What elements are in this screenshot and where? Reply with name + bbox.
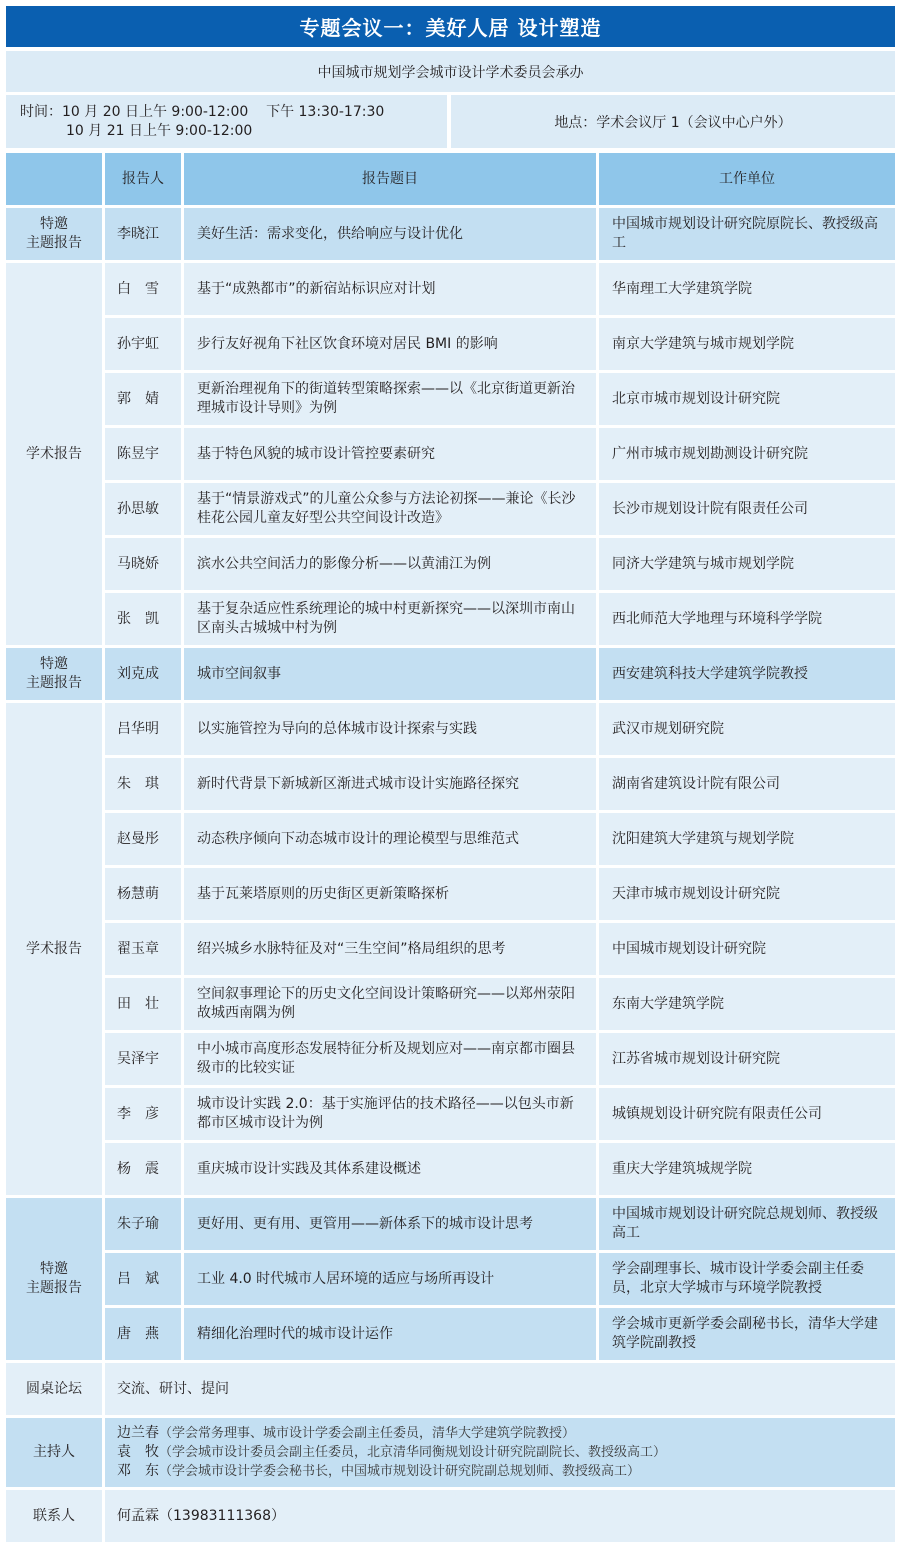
speaker-cell: 杨 震: [105, 1143, 181, 1195]
speaker-cell: 杨慧萌: [105, 868, 181, 920]
category-label: 主题报告: [26, 235, 82, 251]
speaker-cell: 张 凯: [105, 593, 181, 645]
table-row: [6, 1088, 895, 1140]
speaker-cell: 朱子瑜: [105, 1198, 181, 1250]
header-topic: 报告题目: [184, 153, 596, 205]
affiliation-cell: 华南理工大学建筑学院: [599, 263, 895, 315]
affiliation-cell: 天津市城市规划设计研究院: [599, 868, 895, 920]
speaker-cell: 郭 婧: [105, 373, 181, 425]
category-cell: [6, 703, 102, 1195]
topic-cell: 美好生活：需求变化，供给响应与设计优化: [184, 208, 596, 260]
category-cell: [6, 1198, 102, 1360]
topic-cell: 空间叙事理论下的历史文化空间设计策略研究——以郑州荥阳故城西南隅为例: [184, 978, 596, 1030]
speaker-cell: 孙思敏: [105, 483, 181, 535]
speaker-cell: 李晓江: [105, 208, 181, 260]
topic-cell: 基于复杂适应性系统理论的城中村更新探究——以深圳市南山区南头古城城中村为例: [184, 593, 596, 645]
affiliation-cell: 重庆大学建筑城规学院: [599, 1143, 895, 1195]
host-line: [117, 1462, 895, 1481]
table-row: [6, 483, 895, 535]
table-row: [6, 978, 895, 1030]
affiliation-cell: 学会城市更新学委会副秘书长，清华大学建筑学院副教授: [599, 1308, 895, 1360]
topic-cell: 步行友好视角下社区饮食环境对居民 BMI 的影响: [184, 318, 596, 370]
table-row: [6, 758, 895, 810]
speaker-cell: 朱 琪: [105, 758, 181, 810]
table-row: [6, 373, 895, 425]
affiliation-cell: 北京市城市规划设计研究院: [599, 373, 895, 425]
host-line: [117, 1424, 895, 1443]
table-header: [6, 153, 895, 205]
affiliation-cell: 广州市城市规划勘测设计研究院: [599, 428, 895, 480]
affiliation-cell: 中国城市规划设计研究院: [599, 923, 895, 975]
table-row: [6, 1253, 895, 1305]
session-title: 专题会议一：美好人居 设计塑造: [6, 6, 895, 47]
roundtable-content: 交流、研讨、提问: [105, 1363, 895, 1415]
session-time: [6, 95, 447, 148]
category-label: 特邀: [40, 1261, 68, 1277]
table-row: [6, 593, 895, 645]
time-line-1: 时间：10 月 20 日上午 9:00-12:00 下午 13:30-17:30: [20, 104, 385, 120]
category-cell: [6, 648, 102, 700]
host-name: 邓 东: [117, 1463, 159, 1479]
topic-cell: 绍兴城乡水脉特征及对“三生空间”格局组织的思考: [184, 923, 596, 975]
speaker-cell: 刘克成: [105, 648, 181, 700]
topic-cell: 以实施管控为导向的总体城市设计探索与实践: [184, 703, 596, 755]
affiliation-cell: 沈阳建筑大学建筑与规划学院: [599, 813, 895, 865]
host-note: （学会城市设计学委会秘书长，中国城市规划设计研究院副总规划师、教授级高工）: [159, 1464, 641, 1479]
table-row: [6, 868, 895, 920]
affiliation-cell: 中国城市规划设计研究院总规划师、教授级高工: [599, 1198, 895, 1250]
header-category: [6, 153, 102, 205]
affiliation-cell: 南京大学建筑与城市规划学院: [599, 318, 895, 370]
table-row: [6, 1308, 895, 1360]
roundtable-row: [6, 1363, 895, 1415]
topic-cell: 重庆城市设计实践及其体系建设概述: [184, 1143, 596, 1195]
host-note: （学会城市设计委员会副主任委员，北京清华同衡规划设计研究院副院长、教授级高工）: [159, 1445, 667, 1460]
topic-cell: 更好用、更有用、更管用——新体系下的城市设计思考: [184, 1198, 596, 1250]
speaker-cell: 吕华明: [105, 703, 181, 755]
topic-cell: 基于“情景游戏式”的儿童公众参与方法论初探——兼论《长沙桂花公园儿童友好型公共空间设计改造》: [184, 483, 596, 535]
topic-cell: 精细化治理时代的城市设计运作: [184, 1308, 596, 1360]
topic-cell: 城市空间叙事: [184, 648, 596, 700]
host-line: [117, 1443, 895, 1462]
affiliation-cell: 东南大学建筑学院: [599, 978, 895, 1030]
topic-cell: 更新治理视角下的街道转型策略探索——以《北京街道更新治理城市设计导则》为例: [184, 373, 596, 425]
host-name: 袁 牧: [117, 1444, 159, 1460]
category-label: 主题报告: [26, 675, 82, 691]
category-label: 学术报告: [26, 445, 82, 462]
speaker-cell: 陈昱宇: [105, 428, 181, 480]
table-row: [6, 648, 895, 700]
topic-cell: 基于“成熟都市”的新宿站标识应对计划: [184, 263, 596, 315]
affiliation-cell: 城镇规划设计研究院有限责任公司: [599, 1088, 895, 1140]
affiliation-cell: 长沙市规划设计院有限责任公司: [599, 483, 895, 535]
speaker-cell: 孙宇虹: [105, 318, 181, 370]
category-cell: [6, 263, 102, 645]
topic-cell: 基于特色风貌的城市设计管控要素研究: [184, 428, 596, 480]
speaker-cell: 唐 燕: [105, 1308, 181, 1360]
topic-cell: 城市设计实践 2.0：基于实施评估的技术路径——以包头市新都市区城市设计为例: [184, 1088, 596, 1140]
table-row: [6, 1198, 895, 1250]
table-row: [6, 1143, 895, 1195]
hosts-content: [105, 1418, 895, 1487]
table-row: [6, 208, 895, 260]
speaker-cell: 白 雪: [105, 263, 181, 315]
affiliation-cell: 同济大学建筑与城市规划学院: [599, 538, 895, 590]
contact-row: [6, 1490, 895, 1542]
topic-cell: 中小城市高度形态发展特征分析及规划应对——南京都市圈县级市的比较实证: [184, 1033, 596, 1085]
hosts-label: 主持人: [6, 1418, 102, 1487]
header-speaker: 报告人: [105, 153, 181, 205]
host-note: （学会常务理事、城市设计学委会副主任委员，清华大学建筑学院教授）: [159, 1426, 576, 1441]
category-label: 特邀: [40, 656, 68, 672]
host-name: 边兰春: [117, 1425, 159, 1441]
category-label: 学术报告: [26, 940, 82, 957]
speaker-cell: 赵曼彤: [105, 813, 181, 865]
table-row: [6, 923, 895, 975]
session-location: 地点：学术会议厅 1（会议中心户外）: [451, 95, 895, 148]
table-row: [6, 428, 895, 480]
category-label: 主题报告: [26, 1280, 82, 1296]
affiliation-cell: 中国城市规划设计研究院原院长、教授级高工: [599, 208, 895, 260]
schedule-table: [3, 150, 898, 1545]
organizer: 中国城市规划学会城市设计学术委员会承办: [6, 51, 895, 92]
topic-cell: 滨水公共空间活力的影像分析——以黄浦江为例: [184, 538, 596, 590]
affiliation-cell: 武汉市规划研究院: [599, 703, 895, 755]
topic-cell: 工业 4.0 时代城市人居环境的适应与场所再设计: [184, 1253, 596, 1305]
affiliation-cell: 西安建筑科技大学建筑学院教授: [599, 648, 895, 700]
roundtable-label: 圆桌论坛: [6, 1363, 102, 1415]
contact-content: 何孟霖（13983111368）: [105, 1490, 895, 1542]
speaker-cell: 吕 斌: [105, 1253, 181, 1305]
topic-cell: 新时代背景下新城新区渐进式城市设计实施路径探究: [184, 758, 596, 810]
contact-label: 联系人: [6, 1490, 102, 1542]
table-row: [6, 703, 895, 755]
table-row: [6, 1033, 895, 1085]
category-cell: [6, 208, 102, 260]
affiliation-cell: 学会副理事长、城市设计学委会副主任委员，北京大学城市与环境学院教授: [599, 1253, 895, 1305]
speaker-cell: 吴泽宇: [105, 1033, 181, 1085]
speaker-cell: 翟玉章: [105, 923, 181, 975]
speaker-cell: 田 壮: [105, 978, 181, 1030]
affiliation-cell: 湖南省建筑设计院有限公司: [599, 758, 895, 810]
table-row: [6, 813, 895, 865]
topic-cell: 动态秩序倾向下动态城市设计的理论模型与思维范式: [184, 813, 596, 865]
table-row: [6, 263, 895, 315]
affiliation-cell: 西北师范大学地理与环境科学学院: [599, 593, 895, 645]
table-row: [6, 538, 895, 590]
speaker-cell: 马晓娇: [105, 538, 181, 590]
table-row: [6, 318, 895, 370]
speaker-cell: 李 彦: [105, 1088, 181, 1140]
hosts-row: [6, 1418, 895, 1487]
affiliation-cell: 江苏省城市规划设计研究院: [599, 1033, 895, 1085]
category-label: 特邀: [40, 216, 68, 232]
header-affiliation: 工作单位: [599, 153, 895, 205]
topic-cell: 基于瓦莱塔原则的历史街区更新策略探析: [184, 868, 596, 920]
time-line-2: 10 月 21 日上午 9:00-12:00: [66, 123, 253, 139]
